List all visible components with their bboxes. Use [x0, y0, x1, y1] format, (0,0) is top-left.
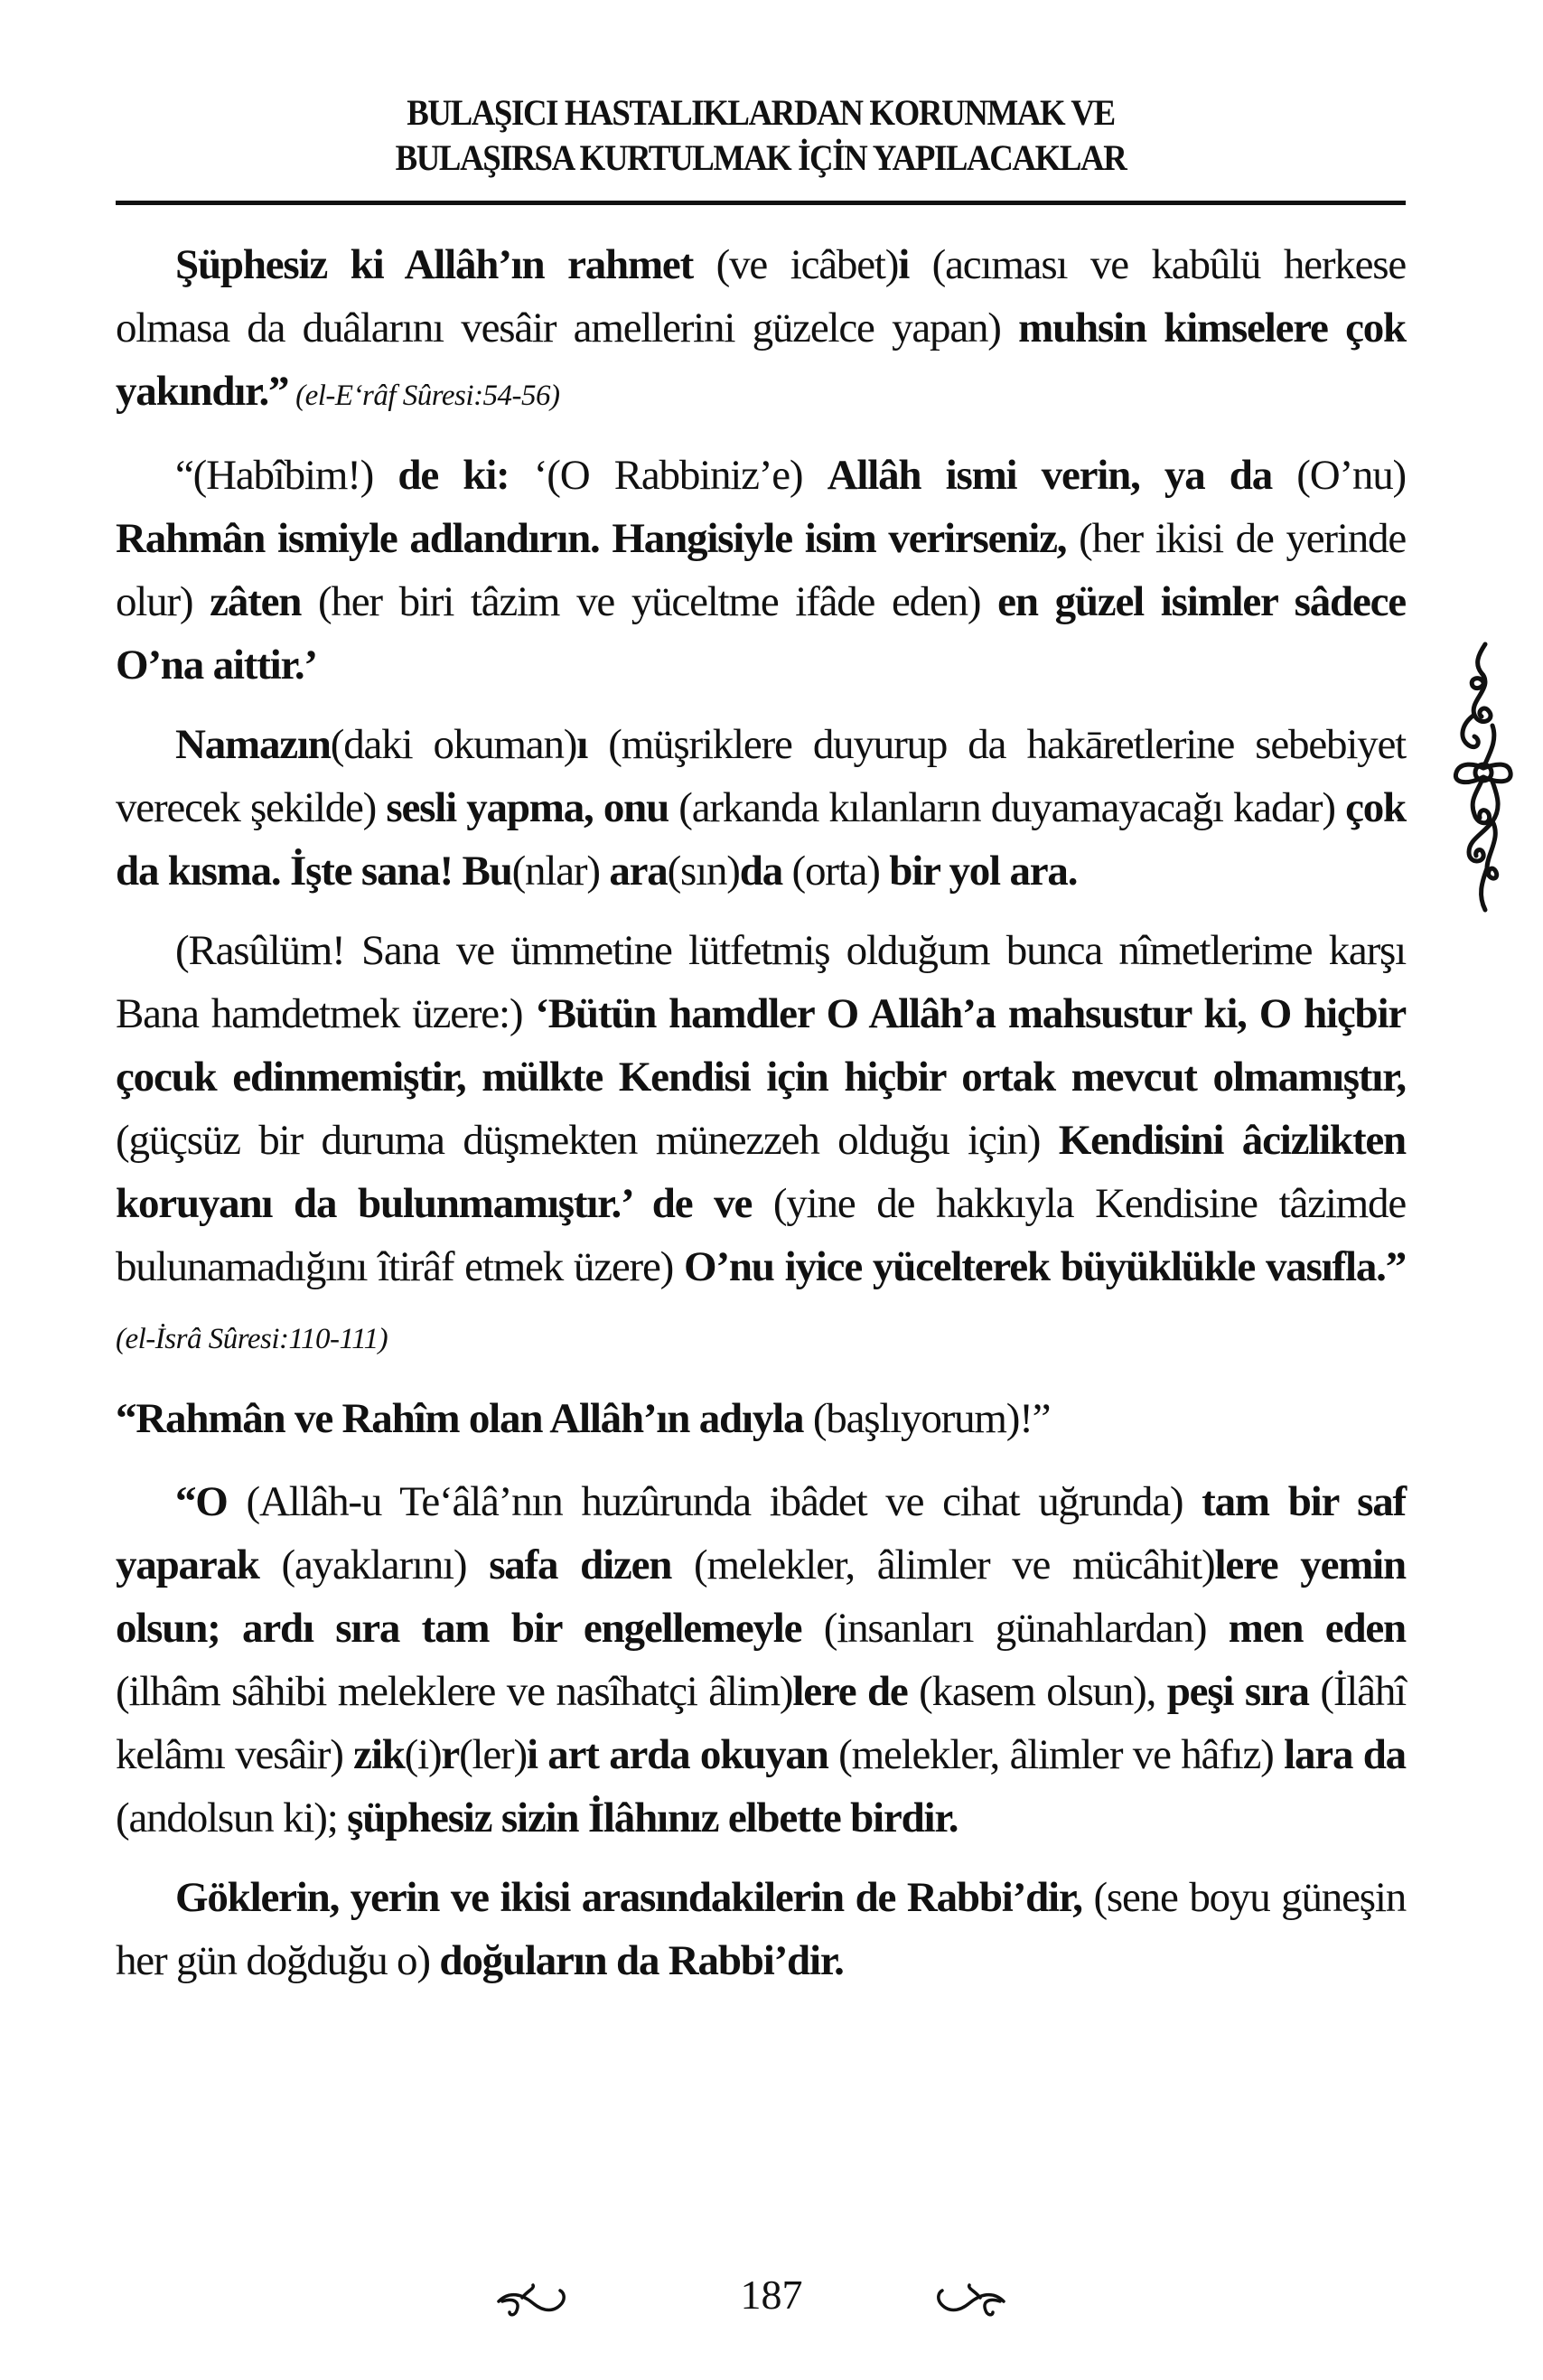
flourish-right-icon [935, 2282, 1007, 2319]
verse-text-bold: lere de [792, 1668, 908, 1715]
paragraph [116, 233, 1406, 427]
commentary-text: (sene boyu güneşin her gün doğduğu o) [116, 1874, 1406, 1984]
commentary-text: (orta) [782, 848, 890, 895]
commentary-text: (yine de hakkıyla Kendisine tâzimde bulunamadığını îtirâf etmek üzere) [116, 1180, 1406, 1290]
verse-text-bold: “O [175, 1478, 228, 1525]
commentary-text: ‘(O Rabbiniz’e) [509, 452, 828, 499]
commentary-text: (her biri tâzim ve yüceltme ifâde eden) [301, 578, 998, 625]
commentary-text: (arkanda kılanların duyamayacağı kadar) [669, 784, 1346, 831]
commentary-text: (her ikisi de yerinde olur) [116, 515, 1406, 625]
verse-text-bold: safa dizen [489, 1541, 672, 1588]
verse-text-bold: r [441, 1731, 460, 1778]
commentary-text: (nlar) [511, 848, 610, 895]
verse-text-bold: O’nu iyice yücelterek büyüklükle vasıfla.” [684, 1243, 1406, 1290]
commentary-text: (ve icâbet) [693, 241, 899, 288]
commentary-text: (insanları günahlardan) [801, 1605, 1229, 1652]
commentary-text: (sın) [667, 848, 740, 895]
verse-text-bold: lara da [1284, 1731, 1406, 1778]
commentary-text: (ler) [459, 1731, 527, 1778]
paragraph [116, 919, 1406, 1371]
commentary-text: (melekler, âlimler ve hâfız) [828, 1731, 1285, 1778]
verse-text-bold: men eden [1228, 1605, 1406, 1652]
commentary-text: (andolsun ki); [116, 1794, 348, 1841]
verse-text-bold: Göklerin, yerin ve ikisi arasındakilerin de Rabbi’dir, [175, 1874, 1082, 1921]
verse-text-bold: sesli yapma, onu [386, 784, 669, 831]
verse-text-bold: i art arda okuyan [526, 1731, 828, 1778]
commentary-text: (başlıyorum)!” [803, 1395, 1051, 1442]
verse-text-bold: zik [353, 1731, 405, 1778]
verse-text-bold: doğuların da Rabbi’dir. [439, 1937, 844, 1984]
commentary-text: (güçsüz bir duruma düşmekten münezzeh olduğu için) [116, 1117, 1059, 1164]
verse-text-bold: muhsin kimselere çok yakındır.” [116, 305, 1406, 415]
commentary-text: (O’nu) [1272, 452, 1406, 499]
page-footer [0, 2263, 1543, 2327]
verse-reference: (el-İsrâ Sûresi:110-111) [116, 1323, 388, 1355]
paragraph [116, 1866, 1406, 1992]
basmala-line [116, 1387, 1406, 1450]
verse-text-bold: Namazın [175, 721, 331, 768]
verse-text-bold: Kendisini âcizlikten koruyanı da bulunmamıştır.’ de ve [116, 1117, 1406, 1227]
verse-text-bold: Şüphesiz ki Allâh’ın rahmet [175, 241, 694, 288]
commentary-text: (Allâh-u Te‘âlâ’nın huzûrunda ibâdet ve cihat uğrunda) [227, 1478, 1202, 1525]
commentary-text: “(Habîbim!) [175, 452, 398, 499]
verse-text-bold: peşi sıra [1166, 1668, 1309, 1715]
commentary-text: (melekler, âlimler ve mücâhit) [671, 1541, 1215, 1588]
commentary-text: (Rasûlüm! Sana ve ümmetine lütfetmiş olduğum bunca nîmetlerime karşı Bana hamdetmek üzere:) [116, 927, 1406, 1037]
body-text [116, 233, 1406, 2009]
verse-text-bold: ‘Bütün hamdler O Allâh’a mahsustur ki, O hiçbir çocuk edinmemiştir, mülkte Kendisi için hiçbir ortak mevcut olmamıştır, [116, 990, 1407, 1101]
verse-text-bold: i [898, 241, 910, 288]
verse-text-bold: “Rahmân ve Rahîm olan Allâh’ın adıyla [116, 1395, 804, 1442]
commentary-text: (İlâhî kelâmı vesâir) [116, 1668, 1406, 1778]
verse-text-bold: şüphesiz sizin İlâhınız elbette birdir. [347, 1794, 959, 1841]
paragraph [116, 1470, 1406, 1850]
verse-text-bold: en güzel isimler sâdece O’na aittir.’ [116, 578, 1406, 689]
running-head-line-1: BULAŞICI HASTALIKLARDAN KORUNMAK VE [407, 92, 1115, 133]
verse-text-bold: ara [609, 848, 668, 895]
paragraph [116, 713, 1406, 903]
header-rule [116, 201, 1406, 205]
commentary-text: (daki okuman) [330, 721, 577, 768]
running-head [167, 90, 1354, 181]
commentary-text: (ilhâm sâhibi meleklere ve nasîhatçi âlim) [116, 1668, 793, 1715]
verse-reference: (el-E‘râf Sûresi:54-56) [288, 379, 560, 412]
verse-text-bold: Rahmân ismiyle adlandırın. Hangisiyle isim verirseniz, [116, 515, 1067, 562]
verse-text-bold: Allâh ismi verin, ya da [827, 452, 1273, 499]
paragraph [116, 444, 1406, 697]
commentary-text: (acıması ve kabûlü herkese olmasa da duâlarını vesâir amellerini güzelce yapan) [116, 241, 1406, 351]
verse-text-bold: ı [576, 721, 588, 768]
verse-text-bold: lere yemin olsun; ardı sıra tam bir engellemeyle [116, 1541, 1406, 1652]
commentary-text: (müşriklere duyurup da hakāretlerine sebebiyet verecek şekilde) [116, 721, 1407, 831]
commentary-text: (ayaklarını) [258, 1541, 490, 1588]
verse-text-bold: da [739, 848, 782, 895]
verse-text-bold: zâten [210, 578, 302, 625]
verse-text-bold: bir yol ara. [889, 848, 1078, 895]
verse-text-bold: de ki: [397, 452, 510, 499]
verse-text-bold: tam bir saf yaparak [116, 1478, 1406, 1588]
page-number: 187 [740, 2272, 803, 2318]
scroll-ornament-icon [1442, 637, 1523, 917]
commentary-text: (i) [404, 1731, 442, 1778]
running-head-line-2: BULAŞIRSA KURTULMAK İÇİN YAPILACAKLAR [395, 137, 1127, 178]
commentary-text: (kasem olsun), [907, 1668, 1167, 1715]
verse-text-bold: çok da kısma. İşte sana! Bu [116, 784, 1406, 895]
